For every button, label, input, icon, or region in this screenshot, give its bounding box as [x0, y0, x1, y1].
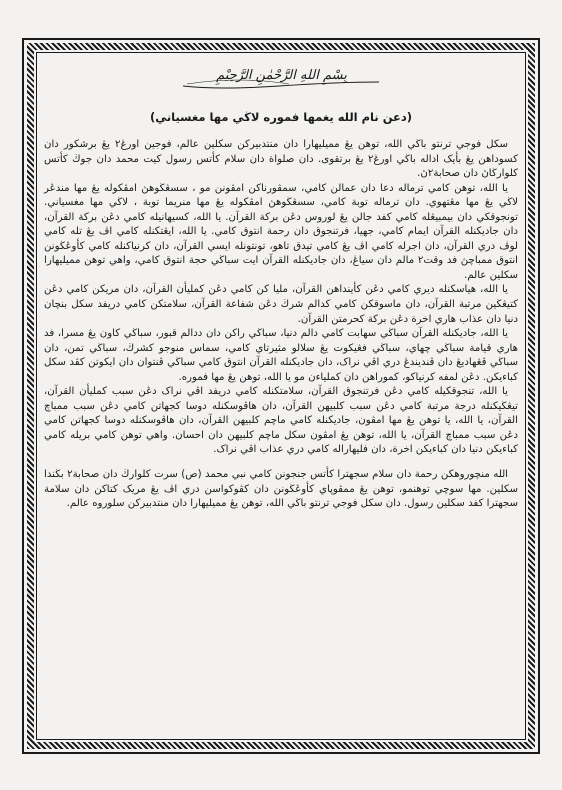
paragraph: سکل فوجي ترنتو باڬي الله، توهن يڠ مميليهارا دان منتدبيرکن سکلين عالم، فوجين اورڠ٢ يڠ برشکور دان کسوداهن يڠ بأيک اداله باڬي اورڠ٢ يڠ برتقوى. دان صلواة دان سلام کأتس رسول کيت محمد دان جوڬ کأتس کلوارڬاڽ دان صحابة٢ڽ. [44, 139, 518, 180]
spacer [44, 458, 518, 468]
paragraph: الله منچوروهکن رحمة دان سلام سجهترا کأتس جنجونن کامي نبي محمد (ص) سرت کلوارڬ دان صحابة٢ بڬندا سکلين. مها سوچي توهنمو، توهن يڠ ممڤوڽاي کأوڠڬونن دان کڤوکواسن دري اڤ يڠ مريک کتاکن دان سلامة سجهترا کفد سکلين رسول. دان سکل فوجي ترنتو باڬي الله، توهن يڠ مميليهارا دان منتدبيرکن سلوروه عالم. [44, 469, 518, 510]
basmala-text: بِسْمِ اللهِ الرَّحْمٰنِ الرَّحِيْمِ [216, 67, 347, 83]
paragraph: يا الله، هياسکنله ديري کامي دڠن کأينداهن القرآن، مليا کن کامي دڠن کمليأن القرآن، دان مريکن کامي دڠن کتيڠڬين مرتبة القرآن، دان ماسوقکن کامي کدالم شرڬ دڠن شفاعة القرآن، سلامتکن کامي دريفد سکل بنچان دنيا دان عذاب هاري اخرة دڠن برکة کحرمتن القرآن. [44, 284, 518, 325]
paragraph: يا الله، توهن کامي ترماله دعا دان عمالن کامي، سمڤورناکن امڤونن مو ، سسڠڬوهڽ امڤکوله يڠ مها مندڠر لاڬي يڠ مها مڠتهوي. دان ترماله توبة کامي، سسڠڬوهڽ امڤکوله يڠ مها منريما توبة ، لاڬي مها مغسياني. تونجوقکي دان بيمبيڠله کامي کفد جالن يڠ لوروس دڠن برکة القرآن. يا الله، کسيهانيله کامي دڠن برکة القرآن، دان جاديکنله القرآن ايمام کامي، جهيا، فرتنجوق دان رحمة انتوق کامي. يا الله، ايڠتکنله کامي اڤ يڠ تله کامي لوڤ دري القرآن، دان اجرله کامي اڤ يڠ کامي تيدق تاهو، تونتونله ايسي القرآن، دان کرنياکنله کامي کأوڠڬونن انتوق ممباچڽ فد وقت٢ مالم دان سياڠ، دان جاديکنله القرآن ايت سباڬي حجة انتوق کامي، واهي توهن مميليهارا سکلين عالم. [44, 182, 518, 281]
basmala-calligraphy [179, 60, 384, 90]
paragraph: يا الله، تنجوقکيله کامي دڠن فرتنجوق القرآن، سلامتکنله کامي دريفد اڤي نراک دڠن سبب کمليأن القرآن، تيڠڬيکنله درجة مرتبة کامي دڠن سبب کلبيهن القرآن، دان هاڤوسکنله دوسا کجهاتن کامي دڠن سبب ممباچ القرآن، يا الله، يا توهن يڠ مها امڤون، جاديکنله کامي ماچم کلبيهن القرآن، دان هاڤوسکنله دوسا کجهاتن کامي دڠن سبب ممباچ القرآن، يا الله، توهن يڠ امڤون سکل ماچم کلبيهن دان احسان. واهي توهن کامي بريله کامي کباءيکن دنيا دان کباءيکن اخرة، دان فليهاراله کامي دري عذاب اڤي نراک. [44, 386, 518, 456]
document-content [44, 60, 518, 732]
prayer-title: (دعن نام الله يغمها فموره لاڬي مها مغسياني) [149, 110, 413, 124]
prayer-body [44, 138, 518, 512]
paragraph: يا الله، جاديکنله القرآن سباڬي سهابت کامي دالم دنيا، سباڬي راکن دان ددالم قبور، سباڬي کاون يڠ مسرا، فد هاري قيامة سباڬي چهاي، سباڬي فڠيکوت يڠ سلالو مثيرتاي کامي، سماس منوجو کشرڬ، سباڬي تمن، دان سباڬي ڤڠهاديڠ دان ڤنديندڠ دري اڤي نراک، دان جاديکنله القرآن انتوق کامي سباڬي ڤنتوان دان ايکوتن کڤد سکل کباءيکن. دڠن لمفه کرنياکو، کموراهن دان کملياءن مو يا الله، توهن يڠ مها فموره. [44, 328, 518, 383]
